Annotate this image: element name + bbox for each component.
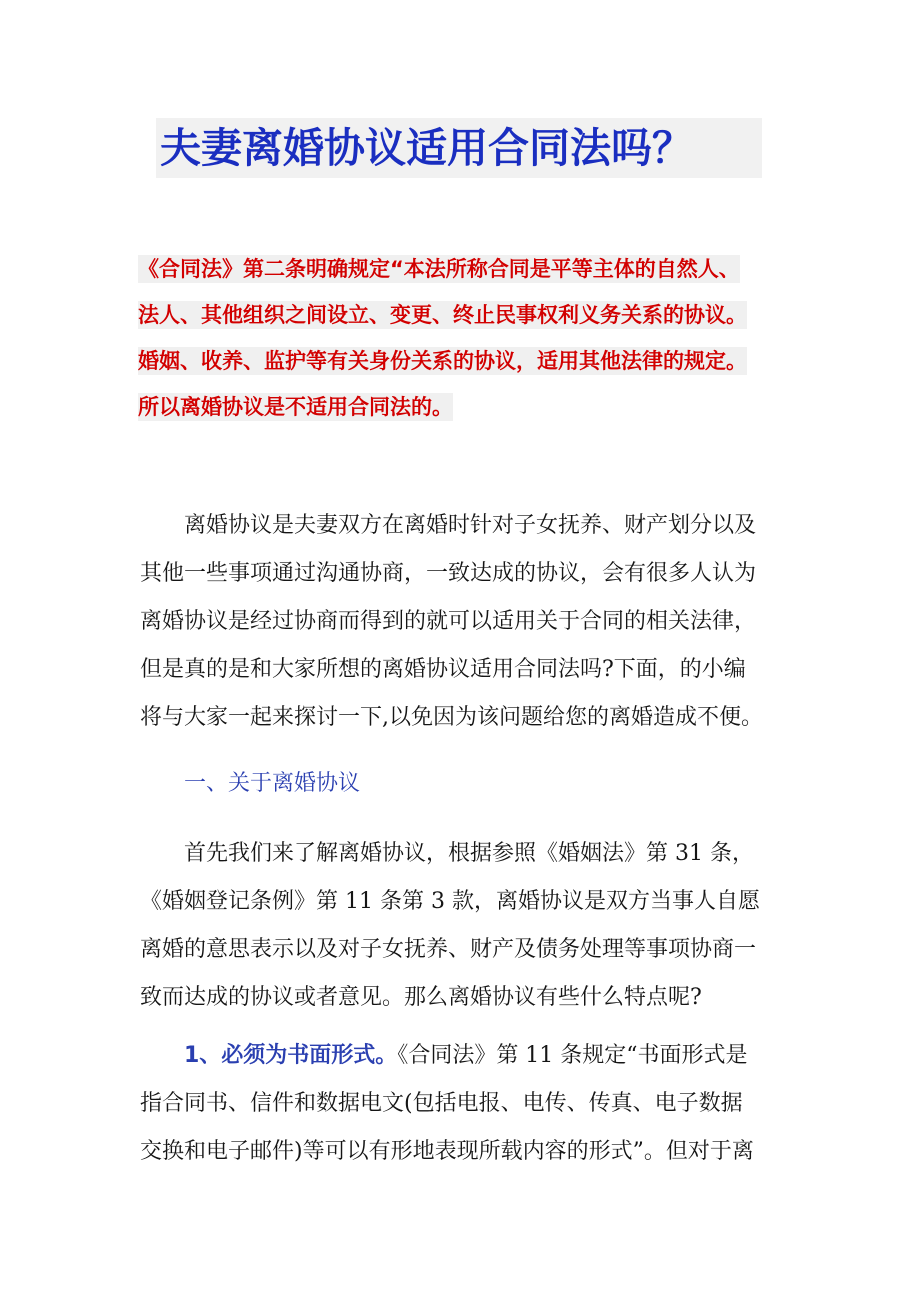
quote-line <box>138 300 786 330</box>
paragraph-line: 离婚协议是夫妻双方在离婚时针对子女抚养、财产划分以及 <box>184 513 757 538</box>
paragraph-line: 离婚协议是经过协商而得到的就可以适用关于合同的相关法律， <box>140 609 757 634</box>
paragraph-line: 指合同书、信件和数据电文(包括电报、电传、传真、电子数据 <box>140 1091 743 1116</box>
paragraph-line: 其他一些事项通过沟通协商，一致达成的协议，会有很多人认为 <box>140 561 757 586</box>
quote-line-text: 《合同法》第二条明确规定“本法所称合同是平等主体的自然人、 <box>138 257 740 281</box>
paragraph-line: 交换和电子邮件)等可以有形地表现所载内容的形式”。但对于离 <box>140 1139 754 1164</box>
point-first-line-text: 《合同法》第 11 条规定“书面形式是 <box>397 1043 748 1068</box>
paragraph-line: 首先我们来了解离婚协议，根据参照《婚姻法》第 31 条， <box>184 841 754 866</box>
point-1-paragraph <box>140 1032 790 1176</box>
quote-line <box>138 392 786 422</box>
paragraph-line: 致而达成的协议或者意见。那么离婚协议有些什么特点呢? <box>140 985 702 1010</box>
paragraph-line: 但是真的是和大家所想的离婚协议适用合同法吗?下面，的小编 <box>140 657 746 682</box>
quote-line <box>138 254 786 284</box>
page-title: 夫妻离婚协议适用合同法吗？ <box>160 124 693 172</box>
paragraph-line: 离婚的意思表示以及对子女抚养、财产及债务处理等事项协商一 <box>140 937 757 962</box>
quote-line-text: 法人、其他组织之间设立、变更、终止民事权利义务关系的协议。 <box>138 303 747 327</box>
quote-line-text: 所以离婚协议是不适用合同法的。 <box>138 395 453 419</box>
quote-line <box>138 346 786 376</box>
highlighted-legal-quote <box>138 254 786 438</box>
quote-line-text: 婚姻、收养、监护等有关身份关系的协议，适用其他法律的规定。 <box>138 349 747 373</box>
point-label: 1、必须为书面形式。 <box>184 1043 398 1068</box>
section-1-paragraph <box>140 830 790 1022</box>
section-heading: 一、关于离婚协议 <box>184 771 361 796</box>
intro-paragraph <box>140 502 790 742</box>
paragraph-line: 将与大家一起来探讨一下,以免因为该问题给您的离婚造成不便。 <box>140 705 763 730</box>
paragraph-line: 《婚姻登记条例》第 11 条第 3 款，离婚协议是双方当事人自愿 <box>140 889 760 914</box>
paragraph-line <box>140 1032 790 1080</box>
